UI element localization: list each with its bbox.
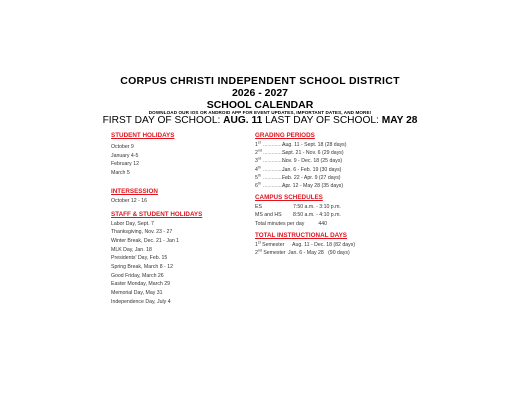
app-download-note: DOWNLOAD OUR IOS OR ANDROID APP FOR EVENT UPDATES, IMPORTANT DATES, AND MORE! (148, 110, 372, 115)
intersession-list (111, 197, 231, 206)
grading-period-row (255, 182, 395, 190)
semester-range: Aug. 11 - Dec. 18 (82 days) (292, 241, 356, 248)
schedule-label: MS and HS (255, 212, 282, 219)
schedule-row (255, 211, 395, 219)
schedule-label: Total minutes per day (255, 220, 305, 227)
list-item: Easter Monday, March 29 (111, 281, 171, 288)
staff-student-holidays-heading: STAFF & STUDENT HOLIDAYS (111, 210, 203, 218)
schedule-row (255, 203, 395, 211)
list-item: Presidents' Day, Feb. 15 (111, 255, 168, 262)
leader-dots: .................. (263, 158, 289, 165)
school-years: 2026 - 2027 (231, 87, 289, 99)
campus-schedules-heading: CAMPUS SCHEDULES (255, 194, 323, 202)
period-ordinal: th (257, 181, 261, 186)
list-item: Labor Day, Sept. 7 (111, 220, 154, 227)
period-number: 4 (255, 166, 258, 173)
list-item: February 12 (111, 161, 139, 168)
period-number: 3 (255, 158, 258, 165)
period-number: 6 (255, 183, 258, 190)
calendar-title: SCHOOL CALENDAR (206, 99, 314, 111)
first-day-label: FIRST DAY OF SCHOOL: (102, 115, 221, 126)
list-item: Spring Break, March 8 - 12 (111, 264, 173, 271)
grading-period-row (255, 141, 395, 149)
grading-period-row (255, 149, 395, 157)
period-ordinal: st (257, 140, 261, 145)
leader-dots: .................. (263, 166, 289, 173)
leader-dots: .................. (263, 174, 289, 181)
instructional-days-list (255, 241, 395, 257)
period-ordinal: th (257, 173, 261, 178)
list-item: Thanksgiving, Nov. 23 - 27 (111, 229, 173, 236)
district-name: CORPUS CHRISTI INDEPENDENT SCHOOL DISTRICT (120, 75, 400, 87)
period-range: Sept. 21 - Nov. 6 (29 days) (282, 150, 344, 157)
schedule-row (255, 220, 395, 228)
grading-periods-list (255, 141, 395, 190)
leader-dots: .................. (263, 150, 289, 157)
semester-number: 1 (255, 241, 258, 248)
semester-row (255, 241, 395, 249)
student-holidays-heading: STUDENT HOLIDAYS (111, 132, 175, 139)
schedule-label: ES (255, 204, 262, 211)
leader-dots: .................. (263, 183, 289, 190)
period-range: Jan. 6 - Feb. 19 (30 days) (282, 166, 342, 173)
semester-label: Semester (261, 250, 286, 257)
leader-dots: .................. (263, 142, 289, 148)
list-item: Good Friday, March 26 (111, 272, 164, 279)
schedule-value: 8:50 a.m. - 4:10 p.m. (293, 212, 341, 219)
intersession-heading: INTERSESSION (111, 187, 158, 195)
semester-number: 2 (255, 250, 258, 257)
list-item: October 9 (111, 144, 134, 150)
total-instructional-days-heading: TOTAL INSTRUCTIONAL DAYS (255, 231, 348, 239)
period-ordinal: nd (257, 148, 262, 153)
grading-periods-heading: GRADING PERIODS (255, 132, 315, 139)
semester-range: Jan. 6 - May 28 (90 days) (288, 250, 350, 257)
grading-period-row (255, 157, 395, 165)
list-item: March 5 (111, 170, 130, 177)
staff-student-holidays-list (111, 220, 231, 307)
period-range: Nov. 9 - Dec. 18 (25 days) (282, 158, 343, 165)
grading-period-row (255, 174, 395, 182)
grading-period-row (255, 166, 395, 174)
list-item: Memorial Day, May 31 (111, 290, 163, 297)
list-item: January 4-5 (111, 152, 139, 159)
list-item: Independence Day, July 4 (111, 298, 171, 305)
period-ordinal: th (257, 164, 261, 169)
semester-ordinal: nd (257, 248, 262, 253)
period-number: 1 (255, 142, 258, 148)
student-holidays-list (111, 143, 231, 178)
left-column (111, 132, 231, 307)
list-item: MLK Day, Jan. 18 (111, 246, 152, 253)
list-item: October 12 - 16 (111, 197, 148, 204)
list-item: Winter Break, Dec. 21 - Jan 1 (111, 237, 180, 244)
right-column (255, 132, 395, 257)
period-number: 2 (255, 150, 258, 157)
last-day-label: LAST DAY OF SCHOOL: (265, 115, 379, 126)
campus-schedules-list (255, 203, 395, 228)
semester-ordinal: st (257, 240, 261, 245)
schedule-value: 7:50 a.m. - 3:10 p.m. (293, 204, 341, 211)
period-number: 5 (255, 174, 258, 181)
school-days-line (0, 115, 520, 126)
period-range: Feb. 22 - Apr. 9 (27 days) (282, 174, 341, 181)
semester-label: Semester (260, 241, 285, 248)
last-day-value: MAY 28 (381, 115, 418, 126)
first-day-value: AUG. 11 (223, 115, 263, 126)
semester-row (255, 249, 395, 257)
period-ordinal: rd (257, 156, 262, 161)
period-range: Aug. 11 - Sept. 18 (28 days) (282, 142, 347, 148)
period-range: Apr. 12 - May 28 (35 days) (282, 183, 344, 190)
schedule-value: 440 (318, 220, 327, 227)
